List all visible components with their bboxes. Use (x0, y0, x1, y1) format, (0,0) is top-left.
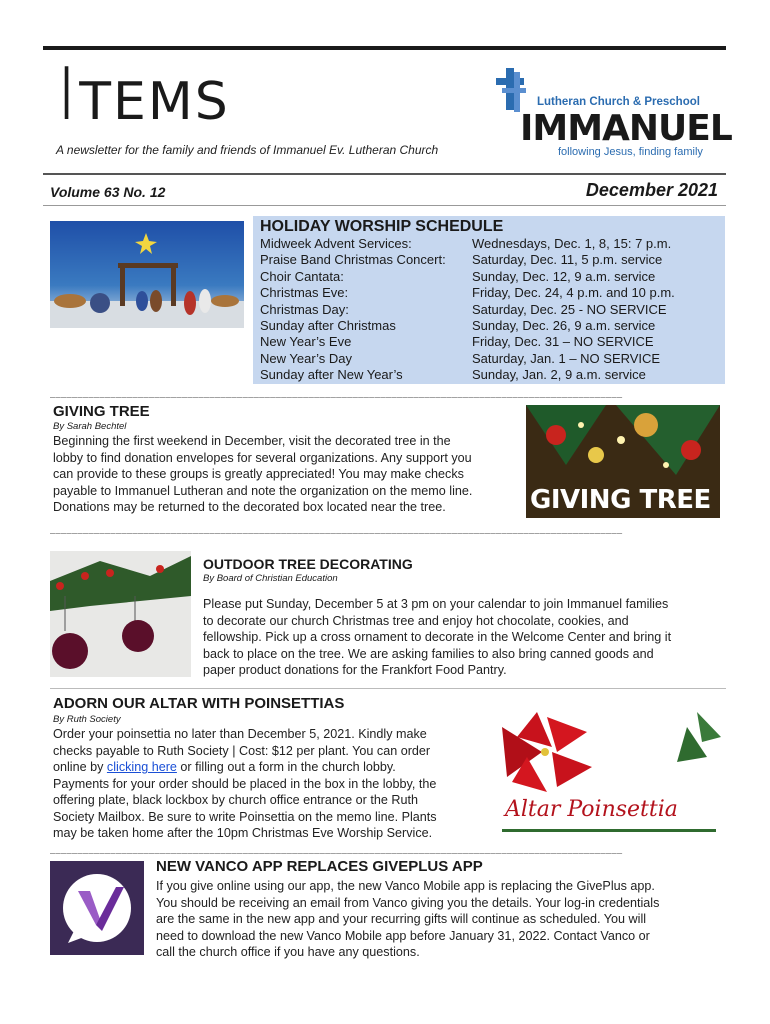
body-line: Beginning the first weekend in December, visit the decorated tree in the (53, 434, 451, 448)
vanco-body (156, 878, 726, 961)
section-divider (50, 688, 726, 689)
ornaments-image (50, 551, 191, 677)
volume-label: Volume 63 No. 12 (50, 184, 166, 200)
section-separator: ________________________________________________________________________________________________________ (50, 388, 623, 398)
body-line: You should be receiving an email from Vanco giving you the details. Your log-in credentials (156, 895, 660, 910)
outdoor-heading: OUTDOOR TREE DECORATING (203, 556, 413, 572)
giving-tree-body (53, 433, 523, 516)
schedule-event: Christmas Eve: (260, 285, 349, 301)
body-line: are the same in the new app and your recurring gifts will continue as scheduled. You will (156, 912, 647, 926)
body-line: lobby to find donation envelopes for several organizations. Any support you (53, 450, 472, 465)
outdoor-body (203, 596, 723, 679)
body-line: back to place on the tree. We are asking families to also bring canned goods and (203, 646, 654, 661)
outdoor-byline: By Board of Christian Education (203, 573, 338, 584)
body-line: to decorate our church Christmas tree and enjoy hot chocolate, cookies, and (203, 613, 629, 628)
schedule-event: New Year’s Eve (260, 334, 352, 350)
order-online-link[interactable]: clicking here (106, 760, 177, 774)
logo-motto: following Jesus, finding family (558, 146, 703, 158)
newsletter-title: ITEMS (56, 52, 230, 136)
giving-tree-byline: By Sarah Bechtel (53, 421, 127, 432)
body-line: payable to Immanuel Lutheran and note the organization on the memo line. (53, 483, 473, 498)
poinsettia-byline: By Ruth Society (53, 714, 121, 725)
ornaments-graphic (50, 551, 191, 677)
body-line: call the church office if you have any questions. (156, 945, 420, 959)
vanco-app-icon (50, 861, 144, 955)
schedule-time: Friday, Dec. 24, 4 p.m. and 10 p.m. (472, 285, 675, 301)
schedule-time: Sunday, Dec. 26, 9 a.m. service (472, 318, 656, 333)
masthead-rule (43, 173, 726, 175)
section-separator: ________________________________________________________________________________________________________ (50, 524, 623, 534)
body-line: offering plate, black lockbox by church office entrance or the Ruth (53, 793, 418, 807)
header-divider (43, 205, 726, 206)
schedule-event: Choir Cantata: (260, 268, 344, 284)
body-line: Society Mailbox. Be sure to write Poinsettia on the memo line. Plants (53, 809, 437, 824)
body-line: checks payable to Ruth Society | Cost: $12 per plant. You can order (53, 743, 431, 758)
body-line: online by clicking here or filling out a form in the church lobby. (53, 760, 396, 774)
schedule-event: Praise Band Christmas Concert: (260, 252, 446, 268)
schedule-time: Saturday, Jan. 1 – NO SERVICE (472, 350, 661, 366)
schedule-event: Sunday after Christmas (260, 318, 396, 333)
giving-tree-heading: GIVING TREE (53, 403, 150, 420)
poinsettia-body (53, 726, 493, 842)
section-separator: ________________________________________________________________________________________________________ (50, 844, 623, 854)
schedule-event: Midweek Advent Services: (260, 236, 412, 251)
schedule-time: Wednesdays, Dec. 1, 8, 15: 7 p.m. (472, 236, 672, 251)
body-line: Donations may be returned to the decorated box located near the tree. (53, 500, 446, 514)
body-line: Payments for your order should be placed in the box in the lobby, the (53, 776, 437, 791)
body-line: Please put Sunday, December 5 at 3 pm on your calendar to join Immanuel families (203, 597, 669, 611)
top-rule (43, 46, 726, 50)
vanco-logo-icon (50, 861, 144, 955)
schedule-list (260, 236, 720, 384)
poinsettia-caption: Altar Poinsettia (505, 797, 678, 822)
logo-name: IMMANUEL (520, 108, 732, 149)
issue-date: December 2021 (585, 180, 718, 200)
schedule-heading: HOLIDAY WORSHIP SCHEDULE (260, 218, 504, 235)
body-line: paper product donations for the Frankfort Food Pantry. (203, 663, 507, 677)
schedule-time: Sunday, Jan. 2, 9 a.m. service (472, 367, 646, 383)
giving-tree-caption: GIVING TREE (530, 485, 711, 515)
schedule-time: Saturday, Dec. 25 - NO SERVICE (472, 301, 667, 317)
poinsettia-heading: ADORN OUR ALTAR WITH POINSETTIAS (53, 695, 345, 712)
poinsettia-image (497, 707, 721, 834)
body-line: can provide to these groups is greatly appreciated! You may make checks (53, 467, 464, 481)
logo-subtitle: Lutheran Church & Preschool (537, 96, 700, 108)
body-line: need to download the new Vanco Mobile app before January 31, 2022. Contact Vanco or (156, 928, 650, 943)
schedule-time: Saturday, Dec. 11, 5 p.m. service (472, 252, 663, 268)
nativity-scene-image (50, 221, 244, 328)
schedule-time: Friday, Dec. 31 – NO SERVICE (472, 334, 654, 350)
giving-tree-image (526, 405, 720, 518)
schedule-event: Sunday after New Year’s (260, 367, 403, 383)
schedule-event: Christmas Day: (260, 301, 349, 317)
body-line: If you give online using our app, the new Vanco Mobile app is replacing the GivePlus app. (156, 879, 655, 893)
body-line: may be taken home after the 10pm Christmas Eve Worship Service. (53, 826, 433, 840)
vanco-heading: NEW VANCO APP REPLACES GIVEPLUS APP (156, 858, 483, 875)
body-line: fellowship. Pick up a cross ornament to decorate in the Welcome Center and bring it (203, 630, 672, 644)
newsletter-tagline: A newsletter for the family and friends of Immanuel Ev. Lutheran Church (56, 143, 439, 157)
body-line: Order your poinsettia no later than December 5, 2021. Kindly make (53, 727, 427, 741)
schedule-event: New Year’s Day (260, 350, 353, 366)
schedule-time: Sunday, Dec. 12, 9 a.m. service (472, 268, 656, 284)
